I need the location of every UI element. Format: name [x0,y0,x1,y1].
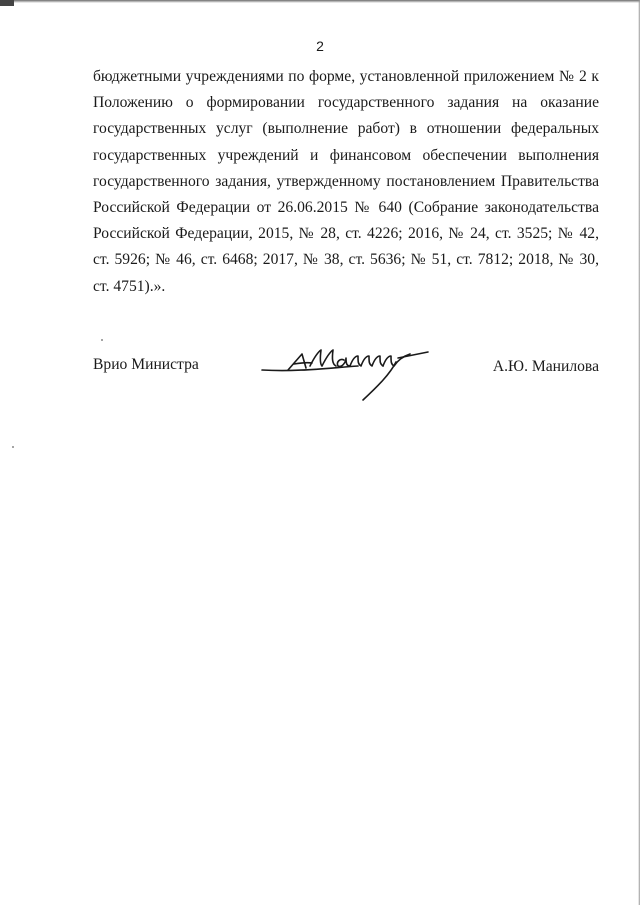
signature-block [93,352,599,412]
signer-title: Врио Министра [93,356,199,373]
scan-speck [12,446,14,448]
scan-edge-top [0,0,640,3]
scan-edge-mark [0,0,14,6]
body-line: государственных услуг (выполнение работ) в отношении федеральных [93,120,599,138]
body-line: Российской Федерации от 26.06.2015 № 640 (Собрание законодательства [93,199,599,217]
signer-name: А.Ю. Манилова [492,358,599,375]
body-line: Российской Федерации, 2015, № 28, ст. 4226; 2016, № 24, ст. 3525; № 42, [93,225,599,243]
body-line: государственных учреждений и финансовом обеспечении выполнения [93,146,599,164]
handwritten-signature [258,346,468,408]
body-line: ст. 4751).». [93,277,166,295]
page-number: 2 [316,38,324,54]
body-line: государственного задания, утвержденному постановлением Правительства [93,172,599,190]
body-line: бюджетными учреждениями по форме, установленной приложением № 2 к [93,68,599,85]
document-body [93,64,599,300]
body-line: ст. 5926; № 46, ст. 6468; 2017, № 38, ст. 5636; № 51, ст. 7812; 2018, № 30, [93,251,599,269]
scan-speck [101,339,103,341]
body-line: Положению о формировании государственного задания на оказание [93,94,599,112]
